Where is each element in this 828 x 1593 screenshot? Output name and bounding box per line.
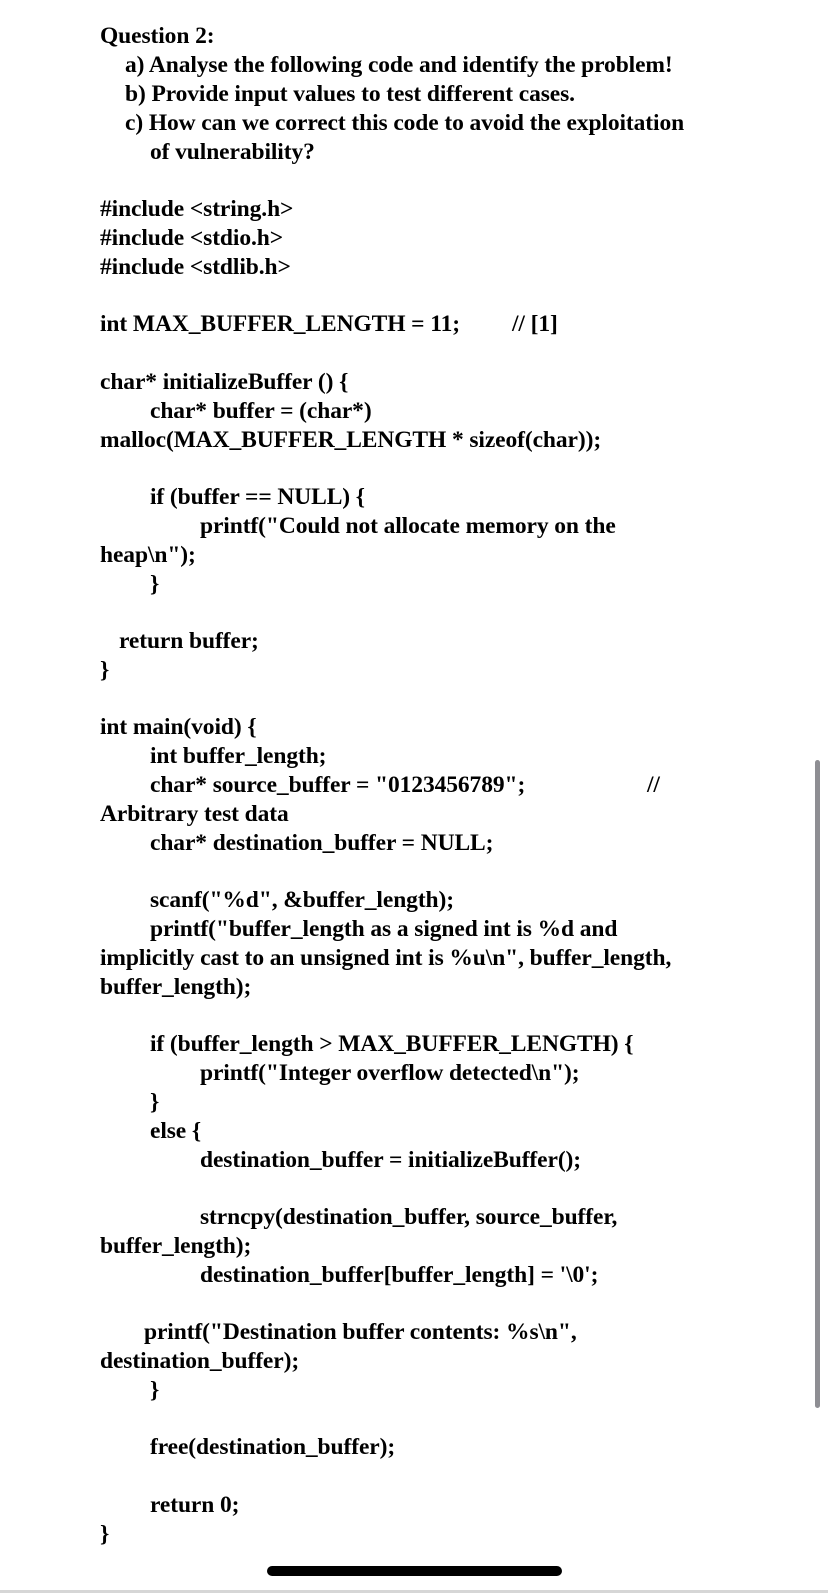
code-line-include-stdlib: #include <stdlib.h> (100, 254, 291, 280)
question-part-c: c) How can we correct this code to avoid the exploitation (125, 110, 685, 136)
code-line-include-string: #include <string.h> (100, 196, 294, 222)
code-line-source-buffer-decl: char* source_buffer = "0123456789"; (150, 772, 526, 798)
code-line-call-initialize-buffer: destination_buffer = initializeBuffer(); (200, 1147, 581, 1173)
question-title: Question 2: (100, 23, 215, 49)
code-line-initialize-buffer-signature: char* initializeBuffer () { (100, 369, 349, 395)
code-line-printf-signed-cont: implicitly cast to an unsigned int is %u\n", buffer_length, (100, 945, 672, 971)
code-line-return-buffer: return buffer; (119, 628, 259, 654)
code-line-free: free(destination_buffer); (150, 1434, 396, 1460)
question-part-c-continued: of vulnerability? (150, 139, 315, 165)
code-line-include-stdio: #include <stdio.h> (100, 225, 283, 251)
code-line-scanf: scanf("%d", &buffer_length); (150, 887, 454, 913)
code-line-printf-alloc-error: printf("Could not allocate memory on the (200, 513, 616, 539)
code-comment-ref-1: // [1] (512, 311, 558, 337)
code-line-printf-alloc-error-cont: heap\n"); (100, 542, 196, 568)
code-line-close-else: } (150, 1377, 160, 1403)
code-line-printf-signed-end: buffer_length); (100, 974, 252, 1000)
home-indicator[interactable] (267, 1566, 562, 1576)
question-part-a: a) Analyse the following code and identify the problem! (125, 52, 673, 78)
code-line-if-buffer-null: if (buffer == NULL) { (150, 484, 365, 510)
code-comment-arbitrary-test-data: Arbitrary test data (100, 801, 289, 827)
code-line-close-initialize-buffer: } (100, 657, 110, 683)
code-line-null-terminate: destination_buffer[buffer_length] = '\0'; (200, 1262, 599, 1288)
code-line-buffer-decl: char* buffer = (char*) (150, 398, 372, 424)
code-line-close-main: } (100, 1521, 110, 1547)
code-line-else: else { (150, 1118, 202, 1144)
code-line-printf-destination: printf("Destination buffer contents: %s\n", (144, 1319, 577, 1345)
code-line-printf-overflow: printf("Integer overflow detected\n"); (200, 1060, 580, 1086)
code-line-destination-buffer-decl: char* destination_buffer = NULL; (150, 830, 494, 856)
code-line-strncpy: strncpy(destination_buffer, source_buffer, (200, 1204, 618, 1230)
code-line-max-buffer-length: int MAX_BUFFER_LENGTH = 11; (100, 311, 460, 337)
vertical-scrollbar[interactable] (815, 760, 820, 1408)
code-line-printf-destination-cont: destination_buffer); (100, 1348, 300, 1374)
code-line-if-overflow-check: if (buffer_length > MAX_BUFFER_LENGTH) { (150, 1031, 634, 1057)
question-part-b: b) Provide input values to test different cases. (125, 81, 575, 107)
code-comment-slashes: // (647, 772, 660, 798)
code-line-buffer-length-decl: int buffer_length; (150, 743, 327, 769)
code-line-main-signature: int main(void) { (100, 714, 257, 740)
code-line-return-zero: return 0; (150, 1492, 240, 1518)
code-line-printf-signed: printf("buffer_length as a signed int is %d and (150, 916, 618, 942)
code-line-close-if-overflow: } (150, 1089, 160, 1115)
code-line-strncpy-cont: buffer_length); (100, 1233, 252, 1259)
code-line-close-if: } (150, 571, 160, 597)
code-line-malloc: malloc(MAX_BUFFER_LENGTH * sizeof(char)); (100, 427, 602, 453)
